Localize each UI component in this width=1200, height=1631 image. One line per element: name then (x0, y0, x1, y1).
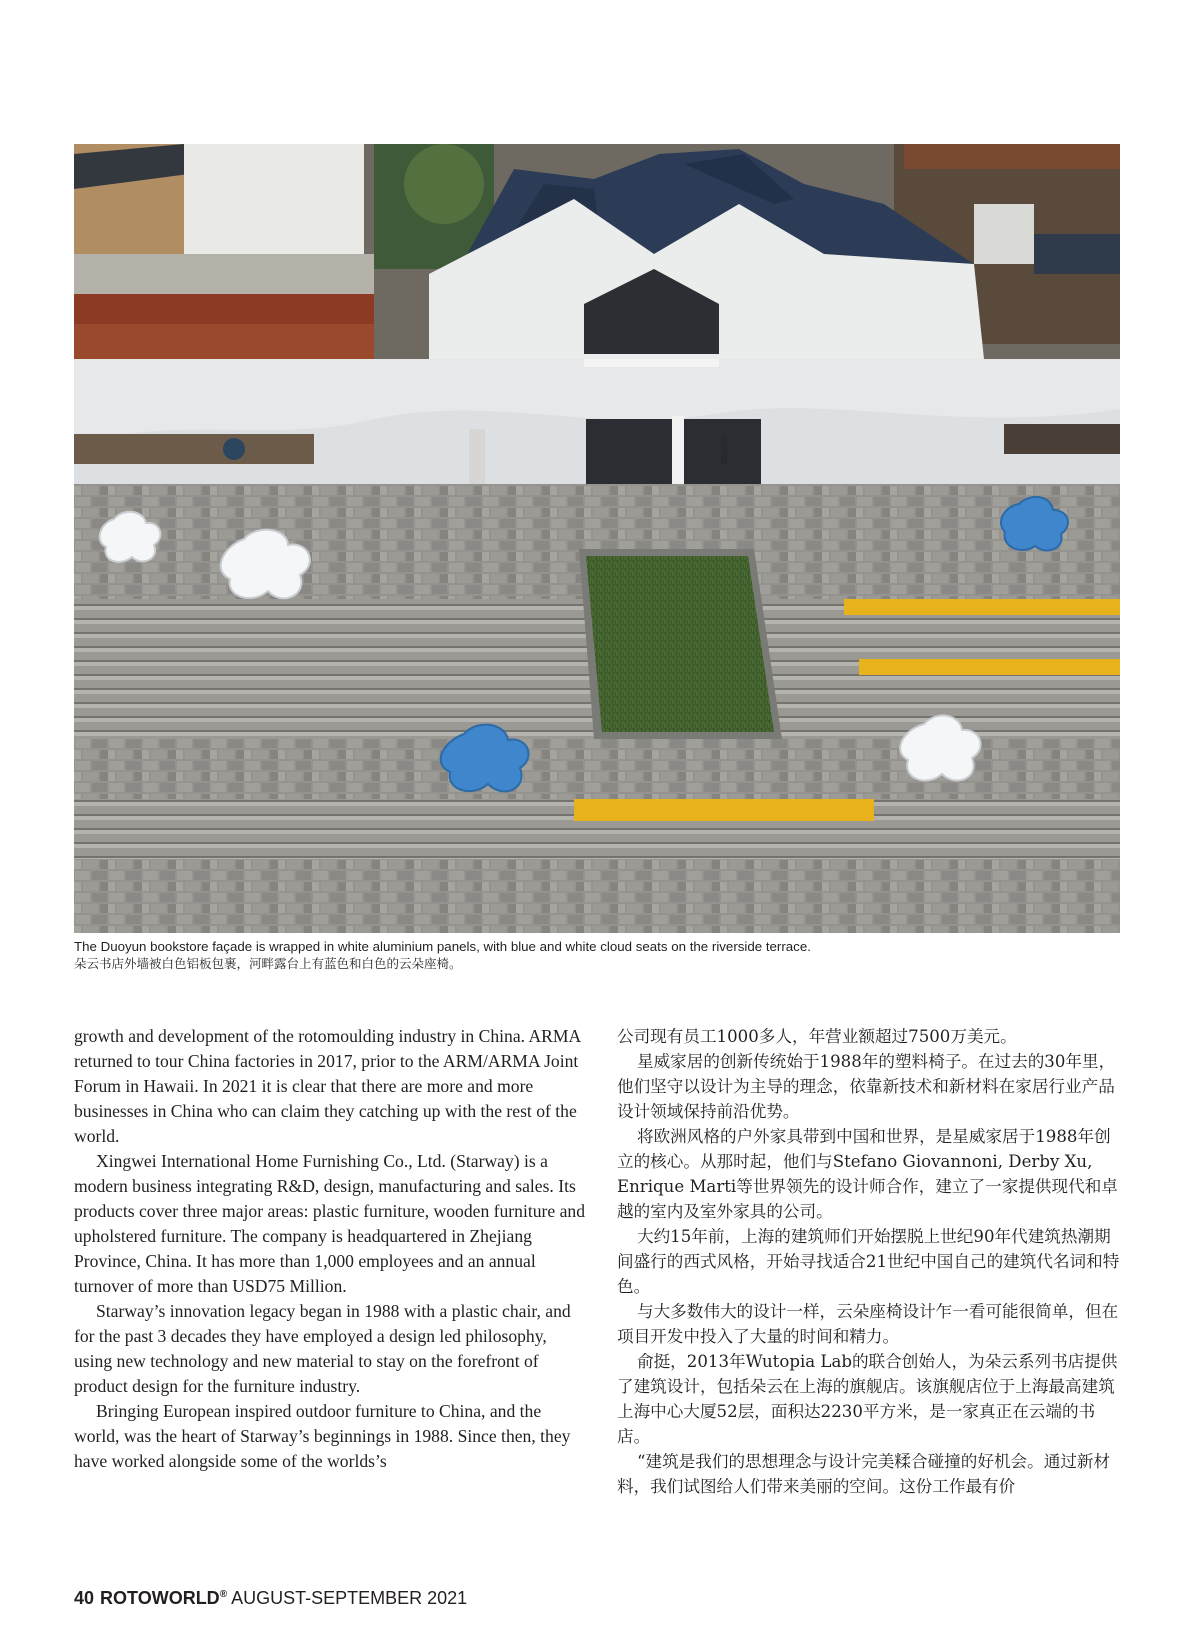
photo-caption (74, 938, 1120, 972)
caption-english: The Duoyun bookstore façade is wrapped in white aluminium panels, with blue and white cloud seats on the riverside terrace. (74, 939, 811, 954)
page-footer (74, 1588, 467, 1609)
issue-date: AUGUST-SEPTEMBER 2021 (231, 1588, 468, 1608)
english-paragraph: Xingwei International Home Furnishing Co., Ltd. (Starway) is a modern business integrating R&D, design, manufacturing and sales. Its products cover three major areas: plastic furniture, wooden furniture and upholstered furniture. The company is headquartered in Zhejiang Province, China. It has more than 1,000 employees and an annual turnover of more than USD75 Million. (74, 1151, 586, 1296)
registered-mark: ® (219, 1589, 228, 1600)
chinese-paragraph: 俞挺，2013年Wutopia Lab的联合创始人，为朵云系列书店提供了建筑设计，包括朵云在上海的旗舰店。该旗舰店位于上海最高建筑上海中心大厦52层，面积达2230平方米，是一家真正在云端的书店。 (617, 1352, 1118, 1446)
chinese-paragraph: 与大多数伟大的设计一样，云朵座椅设计乍一看可能很简单，但在项目开发中投入了大量的时间和精力。 (617, 1302, 1119, 1346)
svg-text:朵云书院: 朵云书院 (720, 436, 728, 464)
chinese-paragraph: 大约15年前，上海的建筑师们开始摆脱上世纪90年代建筑热潮期间盛行的西式风格，开始寻找适合21世纪中国自己的建筑代名词和特色。 (617, 1227, 1120, 1296)
english-paragraph: Bringing European inspired outdoor furniture to China, and the world, was the heart of Starway’s beginnings in 1988. Since then, they have worked alongside some of the worlds’s (74, 1401, 571, 1471)
chinese-paragraph: 将欧洲风格的户外家具带到中国和世界，是星威家居于1988年创立的核心。从那时起，他们与Stefano Giovannoni, Derby Xu, Enrique Marti等世界领先的设计师合作，建立了一家提供现代和卓越的室内及室外家具的公司。 (617, 1127, 1118, 1221)
caption-chinese: 朵云书店外墙被白色铝板包裹，河畔露台上有蓝色和白色的云朵座椅。 (74, 956, 462, 971)
chinese-paragraph: “建筑是我们的思想理念与设计完美糅合碰撞的好机会。通过新材料，我们试图给人们带来美丽的空间。这份工作最有价 (617, 1452, 1111, 1496)
page-number: 40 (74, 1588, 95, 1608)
chinese-article-column (617, 1024, 1122, 1504)
english-paragraph: Starway’s innovation legacy began in 1988 with a plastic chair, and for the past 3 decades they have employed a design led philosophy, using new technology and new material to stay on the forefront of product design for the furniture industry. (74, 1301, 571, 1396)
english-paragraph: growth and development of the rotomoulding industry in China. ARMA returned to tour China factories in 2017, prior to the ARM/ARMA Joint Forum in Hawaii. In 2021 it is clear that there are more and more businesses in China who can claim they catching up with the rest of the world. (74, 1026, 581, 1146)
english-article-column (74, 1024, 588, 1504)
chinese-paragraph: 公司现有员工1000多人，年营业额超过7500万美元。 (617, 1027, 1017, 1046)
magazine-name: ROTOWORLD (100, 1588, 220, 1608)
bookstore-photo (74, 144, 1120, 933)
chinese-paragraph: 星威家居的创新传统始于1988年的塑料椅子。在过去的30年里，他们坚守以设计为主导的理念，依靠新技术和新材料在家居行业产品设计领域保持前沿优势。 (617, 1052, 1116, 1121)
